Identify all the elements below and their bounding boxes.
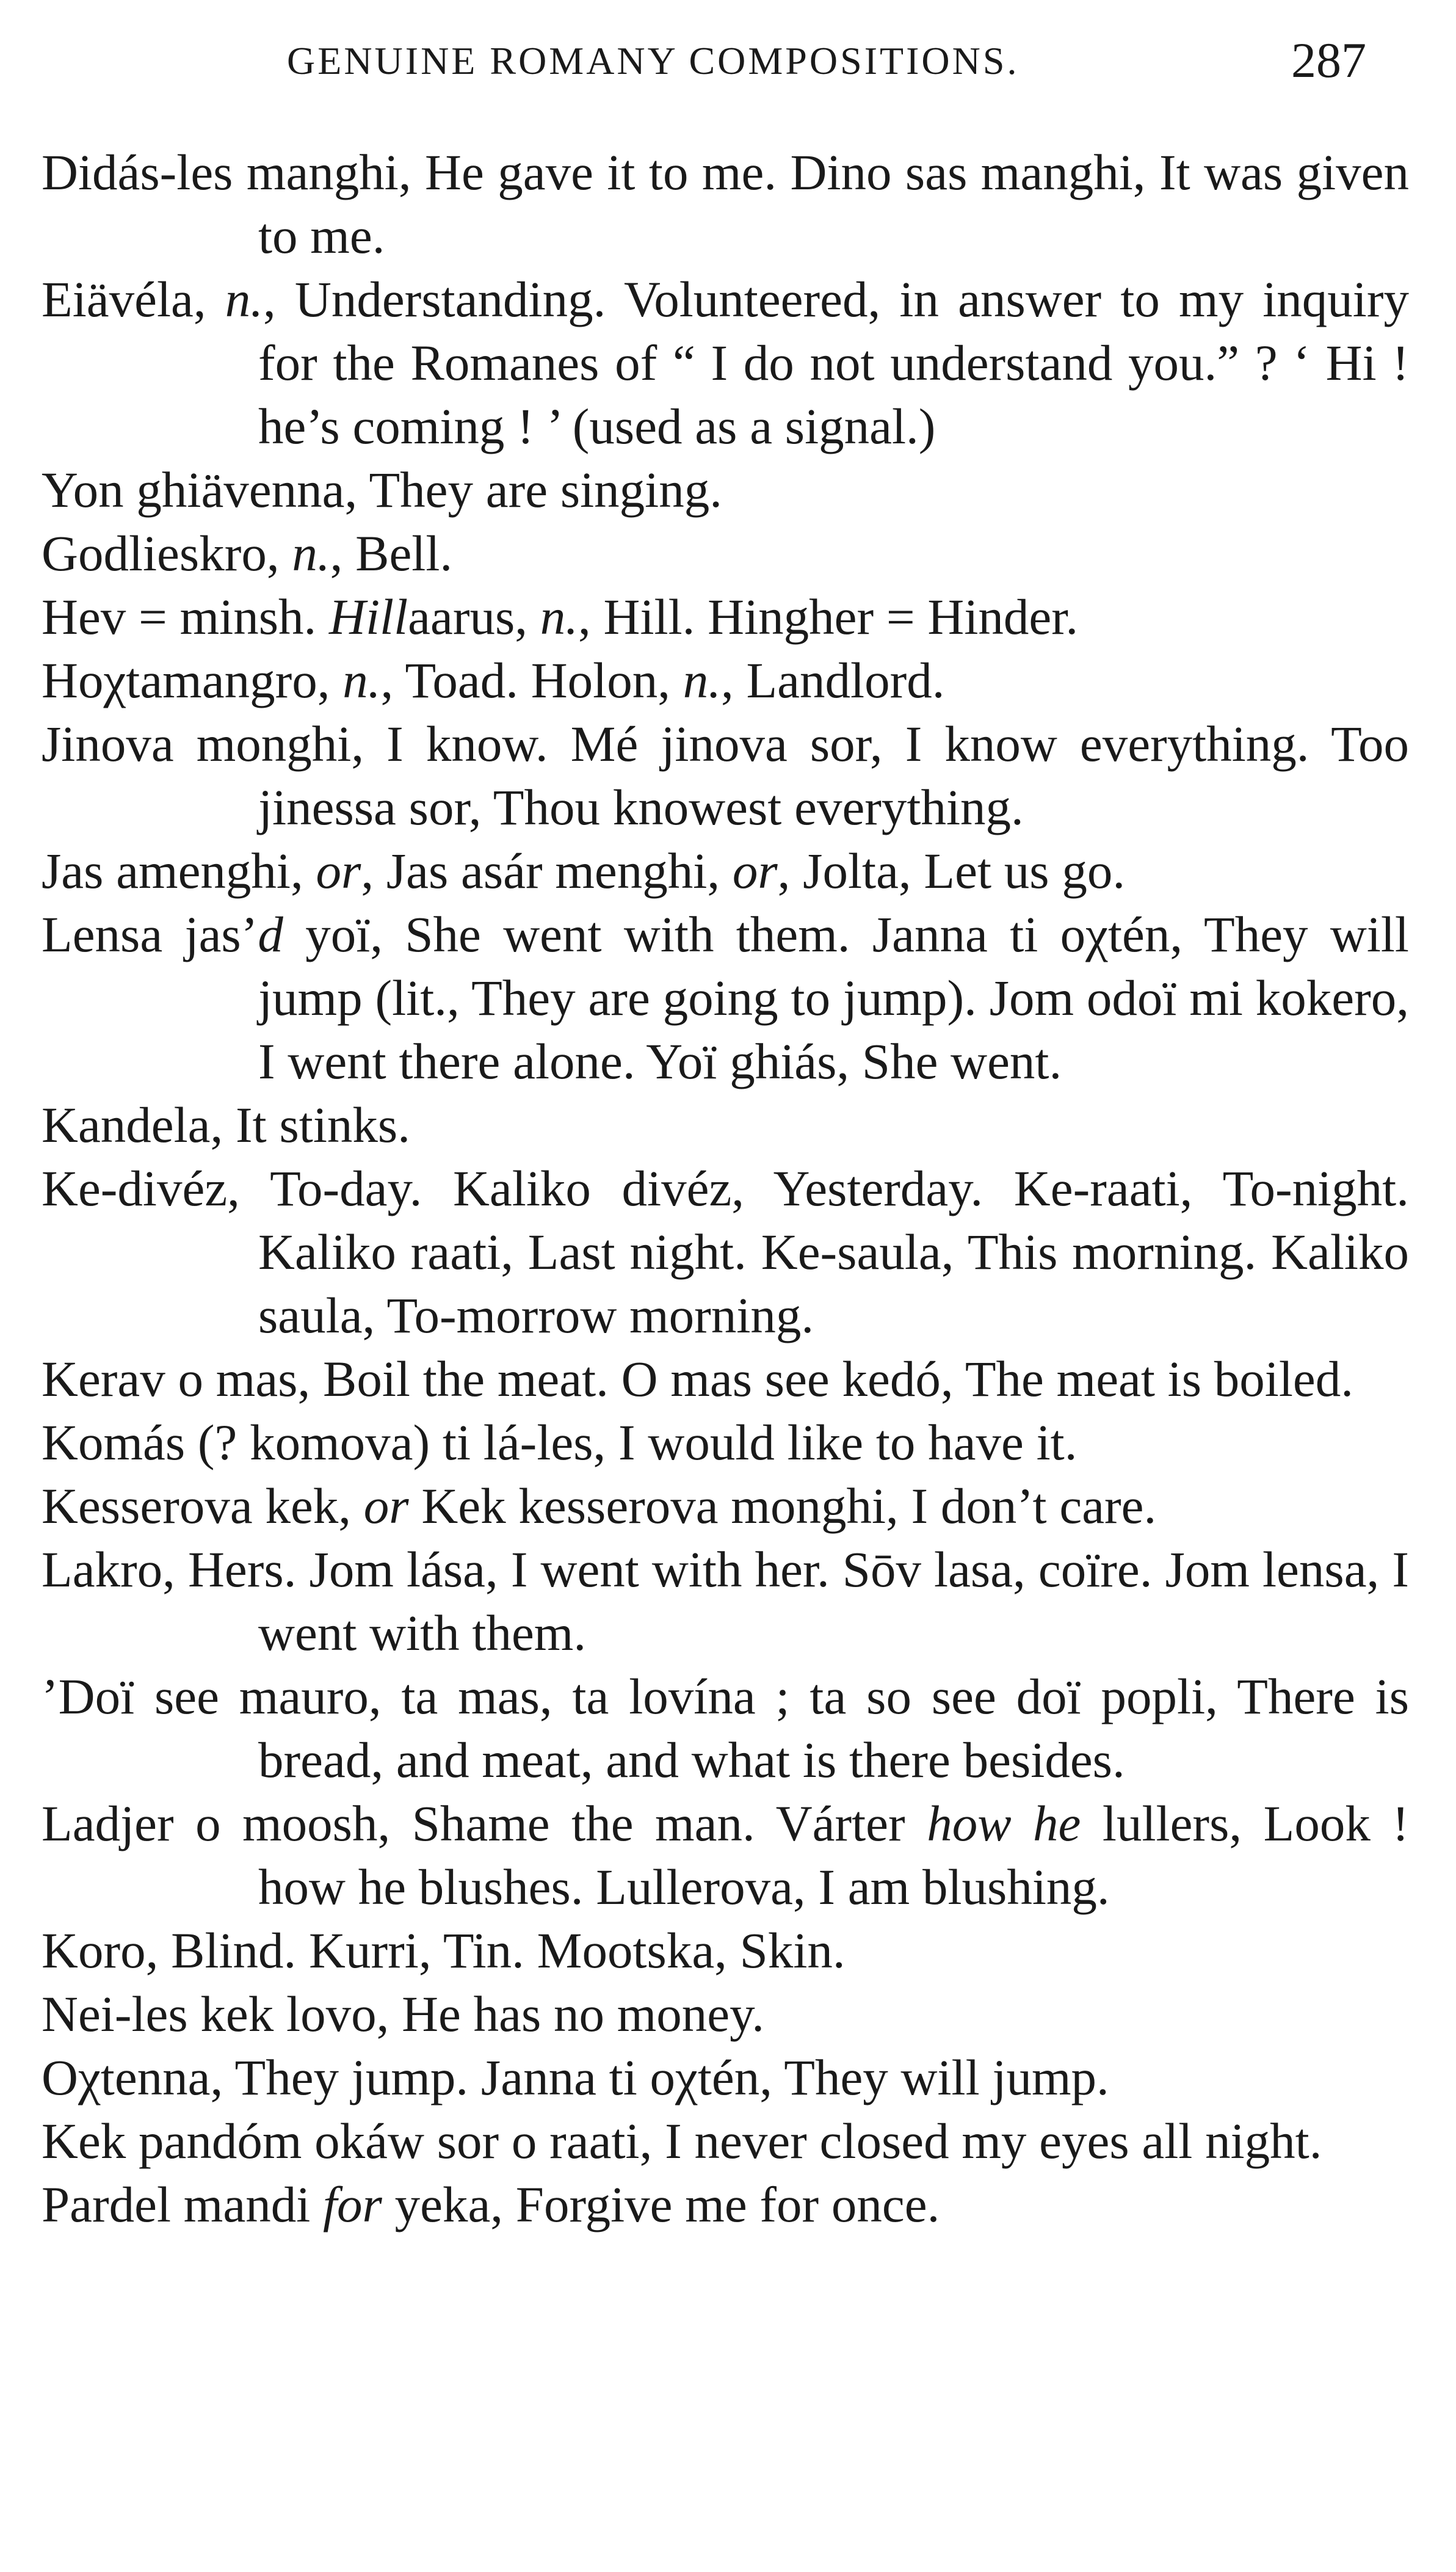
- entry-text: Hoχtamangro,: [42, 652, 343, 708]
- running-head-title: GENUINE ROMANY COMPOSITIONS.: [287, 39, 1020, 82]
- glossary-entry: [42, 2109, 1409, 2173]
- entry-text: Kek pandóm okáw sor o raati, I never closed my eyes all night.: [42, 2113, 1322, 2169]
- glossary-entry: [42, 267, 1409, 458]
- entry-text: Lensa jas’: [42, 906, 258, 962]
- entry-text: Jinova monghi, I know. Mé jinova sor, I know everything. Too jinessa sor, Thou knowest everything.: [42, 716, 1409, 835]
- entry-text: Hev = minsh.: [42, 589, 330, 645]
- glossary-entry: [42, 521, 1409, 585]
- entry-text: Nei-les kek lovo, He has no money.: [42, 1986, 765, 2042]
- entry-text: , Toad. Holon,: [380, 652, 683, 708]
- entry-text: , Understanding. Volunteered, in answer to my inquiry for the Romanes of “ I do not understand you.” ? ‘ Hi ! he’s coming ! ’ (used as a signal.): [258, 271, 1409, 454]
- entry-text: Eiävéla,: [42, 271, 225, 327]
- entry-italic: Hill: [329, 589, 408, 645]
- entry-text: Jas amenghi,: [42, 843, 316, 899]
- entry-italic: or: [316, 843, 361, 899]
- entry-text: Koro, Blind. Kurri, Tin. Mootska, Skin.: [42, 1922, 846, 1978]
- glossary-entry: [42, 1347, 1409, 1411]
- glossary-entry: [42, 712, 1409, 839]
- glossary-entry: [42, 1093, 1409, 1157]
- entry-text: , Hill. Hingher = Hinder.: [578, 589, 1079, 645]
- glossary-entry: [42, 585, 1409, 648]
- entry-text: yeka, Forgive me for once.: [382, 2176, 940, 2232]
- entry-text: ’Doï see mauro, ta mas, ta lovína ; ta so see doï popli, There is bread, and meat, and what is there besides.: [42, 1668, 1409, 1788]
- entry-text: Komás (? komova) ti lá-les, I would like to have it.: [42, 1414, 1078, 1470]
- entry-text: Kandela, It stinks.: [42, 1097, 410, 1153]
- glossary-entry: [42, 2173, 1409, 2236]
- entry-italic: for: [323, 2176, 382, 2232]
- page-number: 287: [1291, 32, 1366, 88]
- entry-italic: or: [732, 843, 778, 899]
- glossary-entry: [42, 903, 1409, 1093]
- glossary-entry: [42, 1919, 1409, 1982]
- glossary-entry: [42, 1665, 1409, 1792]
- entry-text: Oχtenna, They jump. Janna ti oχtén, They will jump.: [42, 2049, 1109, 2105]
- glossary-entry: [42, 2046, 1409, 2109]
- entry-italic: n.: [540, 589, 579, 645]
- entry-text: Lakro, Hers. Jom lása, I went with her. Sōv lasa, coïre. Jom lensa, I went with them.: [42, 1541, 1409, 1661]
- entry-text: , Bell.: [330, 525, 453, 581]
- entry-text: Yon ghiävenna, They are singing.: [42, 462, 722, 518]
- entry-text: Kerav o mas, Boil the meat. O mas see kedó, The meat is boiled.: [42, 1351, 1354, 1407]
- glossary-entry: [42, 839, 1409, 903]
- entry-text: Didás-les manghi, He gave it to me. Dino sas manghi, It was given to me.: [42, 144, 1409, 264]
- entry-text: Ladjer o moosh, Shame the man. Várter: [42, 1795, 927, 1851]
- glossary-entry: [42, 458, 1409, 521]
- entry-italic: n.: [225, 271, 263, 327]
- glossary-entries: [42, 140, 1409, 2236]
- entry-italic: d: [258, 906, 283, 962]
- glossary-entry: [42, 1474, 1409, 1538]
- entry-text: , Jolta, Let us go.: [777, 843, 1126, 899]
- entry-text: Ke-divéz, To-day. Kaliko divéz, Yesterday. Ke-raati, To-night. Kaliko raati, Last night. Ke-saula, This morning. Kaliko saula, To-morrow morning.: [42, 1160, 1409, 1343]
- entry-text: , Landlord.: [720, 652, 945, 708]
- glossary-entry: [42, 1157, 1409, 1347]
- entry-text: , Jas asár menghi,: [361, 843, 733, 899]
- entry-text: Pardel mandi: [42, 2176, 323, 2232]
- entry-italic: n.: [342, 652, 381, 708]
- glossary-entry: [42, 140, 1409, 267]
- entry-text: yoï, She went with them. Janna ti oχtén, They will jump (lit., They are going to jump). Jom odoï mi kokero, I went there alone. Yoï ghiás, She went.: [258, 906, 1409, 1089]
- entry-text: Godlieskro,: [42, 525, 292, 581]
- entry-text: aarus,: [408, 589, 540, 645]
- entry-italic: n.: [292, 525, 330, 581]
- glossary-entry: [42, 1792, 1409, 1919]
- running-head: [0, 34, 1456, 89]
- entry-text: lullers, Look ! how he blushes. Lullerova, I am blushing.: [258, 1795, 1409, 1915]
- entry-text: Kesserova kek,: [42, 1478, 364, 1534]
- entry-italic: how he: [927, 1795, 1081, 1851]
- glossary-entry: [42, 1982, 1409, 2046]
- glossary-entry: [42, 1538, 1409, 1665]
- glossary-entry: [42, 1411, 1409, 1474]
- entry-italic: n.: [683, 652, 721, 708]
- entry-italic: or: [363, 1478, 409, 1534]
- glossary-entry: [42, 648, 1409, 712]
- entry-text: Kek kesserova monghi, I don’t care.: [408, 1478, 1157, 1534]
